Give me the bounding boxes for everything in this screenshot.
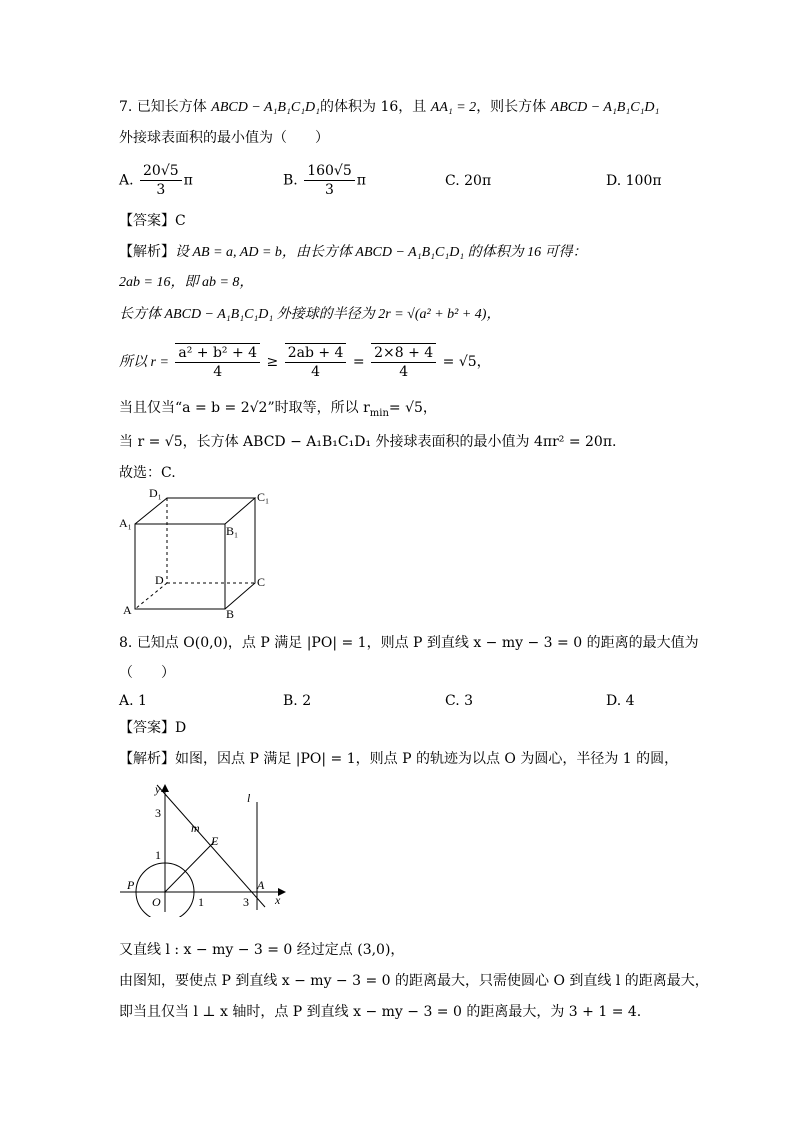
q7-stem-line2: [119, 128, 329, 148]
q8-paren: （ ）: [119, 665, 175, 681]
q7-option-b: B. $\frac{160√5}{3}$ π: [283, 163, 366, 198]
q8-analysis-line1: 【解析】如图，因点 P 满足 |PO| = 1，则点 P 的轨迹为以点 O 为圆心，半径为 1 的圆，: [119, 751, 679, 767]
q7-text-a: 已知长方体: [136, 99, 207, 115]
q7-answer: [119, 211, 186, 231]
option-value: 100π: [625, 173, 662, 189]
answer-label: 【答案】: [119, 213, 175, 229]
q8-option-b: [283, 691, 311, 711]
q7-option-c: [445, 171, 491, 191]
option-label: A.: [119, 693, 134, 709]
option-label: B.: [283, 172, 298, 189]
label-y-3: 3: [155, 806, 161, 820]
q7-step-2: 2ab = 16，即 ab = 8，: [119, 275, 254, 290]
option-value: 1: [138, 693, 147, 709]
analysis-label: 【解析】: [119, 244, 175, 260]
q7-step-4: 当且仅当“a = b = 2√2”时取等，所以 $r_{min}= √5$，: [119, 400, 437, 419]
q7-step-3: 长方体 ABCD − A₁B₁C₁D₁ 外接球的半径为 2r = √(a² + b² + 4)，: [119, 307, 501, 322]
q7-step-5: 当 r = √5，长方体 ABCD − A₁B₁C₁D₁ 外接球表面积的最小值为 4πr² = 20π.: [119, 434, 617, 450]
answer-value: D: [175, 720, 187, 736]
answer-value: C: [175, 213, 186, 229]
option-value: 20π: [464, 173, 492, 189]
q8-step-1: 又直线 l : x − my − 3 = 0 经过定点 (3,0)，: [119, 942, 405, 958]
label-x-1: 1: [198, 895, 204, 909]
cube-figure: [115, 485, 275, 620]
cube-top-edges: [135, 498, 255, 524]
q7-text-c: ，则长方体: [476, 99, 547, 115]
label-e: E: [211, 834, 219, 848]
q7-step-6: 故选：C.: [119, 465, 176, 481]
q7-text-d: 外接球表面积的最小值为（ ）: [119, 130, 329, 146]
label-p: P: [127, 878, 135, 892]
segment-oe: [165, 842, 214, 892]
q8-text: 已知点 O(0,0)，点 P 满足 |PO| = 1，则点 P 到直线 x − my − 3 = 0 的距离的最大值为: [136, 635, 699, 651]
label-x: x: [275, 893, 281, 907]
q8-step-2: 由图知，要使点 P 到直线 x − my − 3 = 0 的距离最大，只需使圆心 O 到直线 l 的距离最大，: [119, 973, 709, 989]
label-m: m: [191, 821, 200, 835]
q7-solid-2: ABCD − A₁B₁C₁D₁: [550, 100, 660, 115]
cube-label-d1: D₁: [149, 486, 162, 500]
label-a: A: [257, 878, 265, 892]
cube-label-c1: C₁: [257, 490, 270, 504]
q8-number: 8.: [119, 635, 133, 651]
q8-option-a: [119, 691, 147, 711]
cube-right-edges: [225, 498, 255, 609]
option-value: 3: [464, 693, 474, 709]
q7-solid: ABCD − A₁B₁C₁D₁: [211, 100, 321, 115]
q7-number: 7.: [119, 99, 133, 115]
option-label: A.: [119, 172, 134, 189]
cube-label-c: C: [257, 575, 266, 589]
analysis-label: 【解析】: [119, 751, 175, 767]
q7-stem-line1: [119, 97, 659, 118]
q8-option-d: [606, 691, 635, 711]
label-x-3: 3: [243, 895, 249, 909]
q7-text-b: 的体积为 16，且: [320, 99, 427, 115]
cube-label-b: B: [226, 607, 235, 620]
option-label: C.: [445, 173, 460, 189]
q8-step-3: 即当且仅当 l ⊥ x 轴时，点 P 到直线 x − my − 3 = 0 的距离最大，为 3 + 1 = 4.: [119, 1004, 642, 1020]
q7-option-a: A. $\frac{20√5}{3}$ π: [119, 163, 193, 198]
cube-label-a: A: [123, 603, 132, 617]
fraction: $\frac{\text{a² + b² + 4}}{4}$: [175, 343, 260, 381]
cube-label-d: D: [155, 573, 164, 587]
cube-label-b1: B₁: [226, 524, 239, 538]
option-value: 4: [625, 693, 635, 709]
option-label: D.: [606, 693, 622, 709]
option-label: D.: [606, 173, 622, 189]
q7-analysis-line1: 【解析】设 AB = a, AD = b，由长方体 ABCD − A₁B₁C₁D₁ 的体积为 16 可得：: [119, 244, 587, 260]
cube-front-face: [135, 524, 225, 609]
q8-option-c: [445, 691, 473, 711]
label-y-1: 1: [155, 848, 161, 862]
fraction: $\frac{20√5}{3}$: [140, 162, 182, 199]
coordinate-figure: [115, 782, 290, 917]
fraction: $\frac{160√5}{3}$: [304, 162, 355, 199]
q8-stem-line1: [119, 633, 699, 653]
answer-label: 【答案】: [119, 720, 175, 736]
option-label: B.: [283, 693, 298, 709]
label-l: l: [247, 791, 251, 805]
q7-condition: AA₁ = 2: [430, 100, 477, 115]
fraction: $\frac{2ab + 4}{4}$: [285, 343, 347, 381]
label-y: y: [155, 782, 161, 796]
q8-answer: [119, 718, 186, 738]
q7-inequality: 所以 r = $\frac{\text{a² + b² + 4}}{4}$ ≥ $\frac{2ab + 4}{4}$ = $\frac{2\times 8 + 4}{4}$ = √5，: [119, 345, 491, 380]
q7-option-d: [606, 171, 662, 191]
cube-label-a1: A₁: [119, 516, 132, 530]
label-o: O: [152, 895, 161, 909]
option-value: 2: [302, 693, 312, 709]
option-label: C.: [445, 693, 460, 709]
fraction: $\frac{2\times 8 + 4}{4}$: [371, 343, 436, 381]
